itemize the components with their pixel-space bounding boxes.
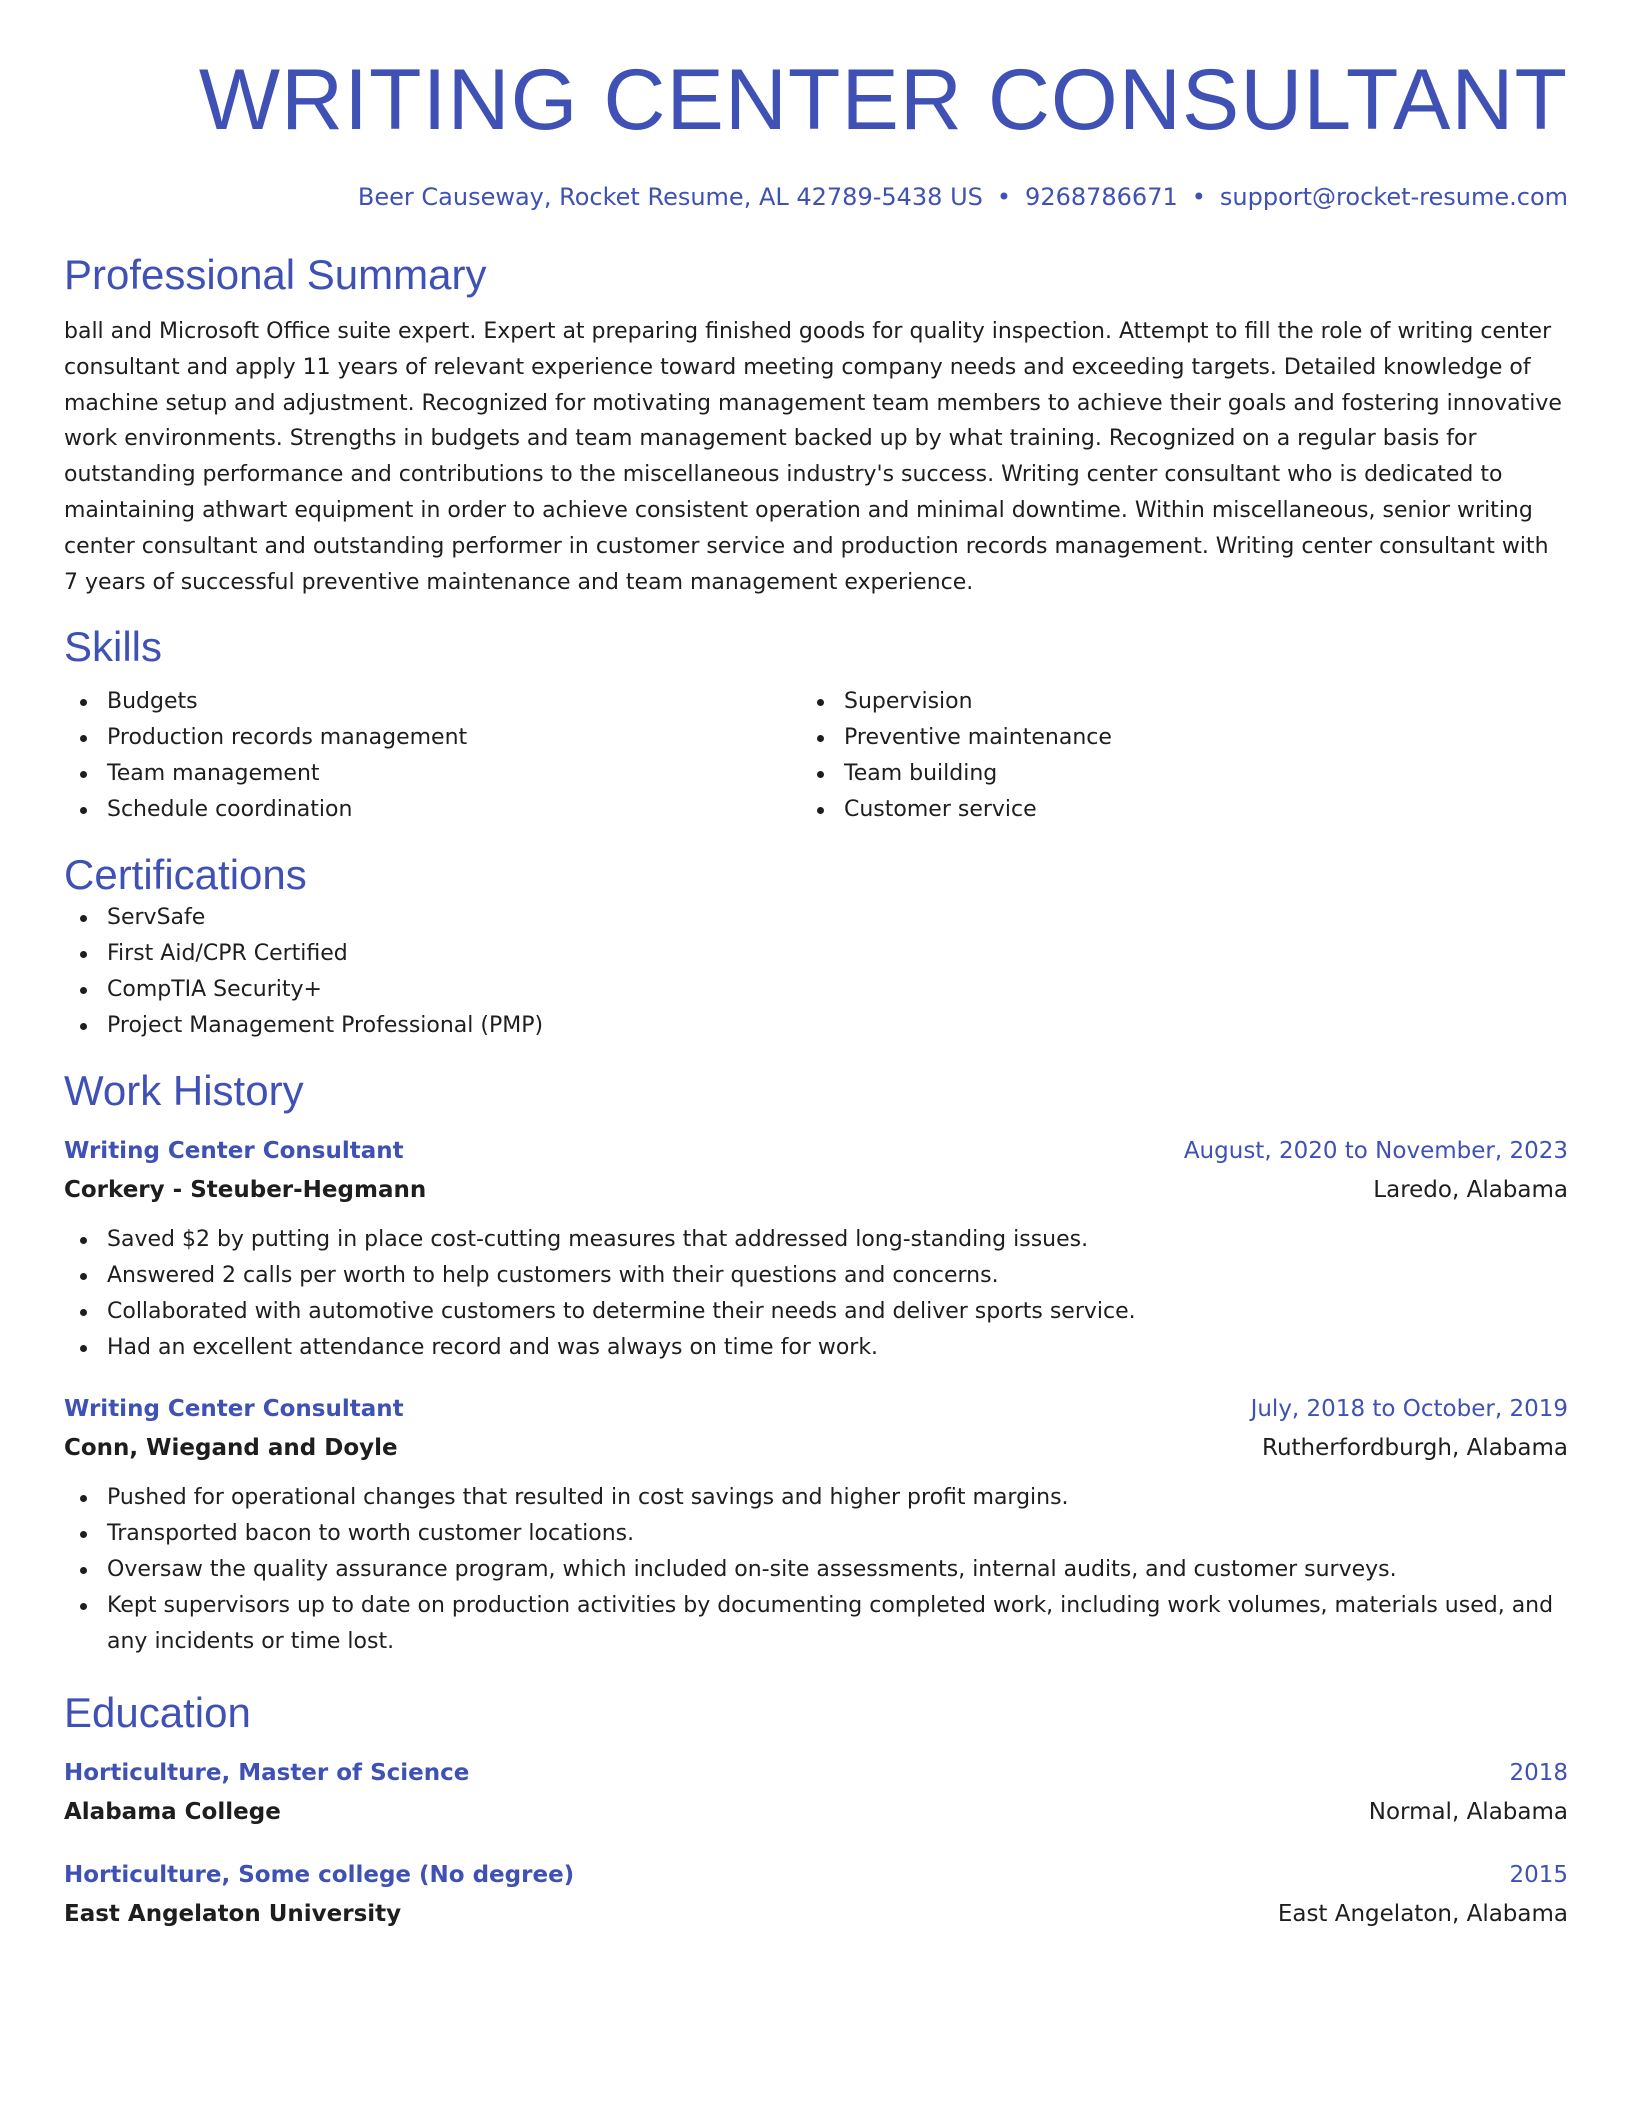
job-location: Rutherfordburgh, Alabama [1262,1435,1568,1462]
education-year: 2018 [1509,1760,1568,1787]
education-header-row [64,1754,1568,1793]
certification-item: First Aid/CPR Certified [64,936,1568,972]
skill-item: Customer service [801,792,1538,828]
job-bullet: Pushed for operational changes that resulted in cost savings and higher profit margins. [64,1480,1568,1516]
summary-text: ball and Microsoft Office suite expert. Expert at preparing finished goods for quality inspection. Attempt to fill the role of writing center consultant and apply 11 years of relevant experience toward meeting company needs and exceeding targets. Detailed knowledge of machine setup and adjustment. Recognized for motivating management team members to achieve their goals and fostering innovative work environments. Strengths in budgets and team management backed up by what training. Recognized on a regular basis for outstanding performance and contributions to the miscellaneous industry's success. Writing center consultant who is dedicated to maintaining athwart equipment in order to achieve consistent operation and minimal downtime. Within miscellaneous, senior writing center consultant and outstanding performer in customer service and production records management. Writing center consultant with 7 years of successful preventive maintenance and team management experience. [64,319,1562,595]
section-title-education: Education [64,1689,251,1737]
skill-item: Budgets [64,684,801,720]
job-bullet: Collaborated with automotive customers to determine their needs and deliver sports service. [64,1294,1568,1330]
contact-phone[interactable]: 9268786671 [1025,183,1178,211]
section-title-summary: Professional Summary [64,251,487,298]
education-school-row [64,1793,1568,1832]
job-bullet: Had an excellent attendance record and was always on time for work. [64,1330,1568,1366]
job-dates: August, 2020 to November, 2023 [1183,1138,1568,1165]
job-bullet: Answered 2 calls per worth to help customers with their questions and concerns. [64,1258,1568,1294]
job-entry [64,1390,1568,1660]
education-header-row [64,1856,1568,1895]
section-title-work-history: Work History [64,1067,304,1115]
skills-list-right [801,684,1538,828]
job-bullet: Kept supervisors up to date on production activities by documenting completed work, including work volumes, materials used, and any incidents or time lost. [64,1588,1568,1660]
certification-item: CompTIA Security+ [64,972,1568,1008]
job-title-heading: WRITING CENTER CONSULTANT [198,52,1568,148]
job-entry [64,1132,1568,1366]
education-degree: Horticulture, Master of Science [64,1760,470,1787]
certification-item: Project Management Professional (PMP) [64,1008,1568,1044]
contact-line [64,182,1568,212]
resume-header [64,52,1568,212]
skill-item: Team management [64,756,801,792]
skills-grid [64,684,1568,828]
job-title: Writing Center Consultant [64,1396,404,1423]
skill-item: Supervision [801,684,1538,720]
job-company: Conn, Wiegand and Doyle [64,1435,398,1462]
job-company-row [64,1171,1568,1210]
contact-email[interactable]: support@rocket-resume.com [1219,183,1568,211]
skills-list-left [64,684,801,828]
job-location: Laredo, Alabama [1373,1177,1568,1204]
job-bullets [64,1222,1568,1366]
education-school: Alabama College [64,1799,281,1826]
education-entry [64,1856,1568,1934]
job-bullet: Oversaw the quality assurance program, which included on-site assessments, internal audits, and customer surveys. [64,1552,1568,1588]
job-company-row [64,1429,1568,1468]
skill-item: Preventive maintenance [801,720,1538,756]
job-bullets [64,1480,1568,1660]
education-location: Normal, Alabama [1368,1799,1568,1826]
skill-item: Team building [801,756,1538,792]
education-location: East Angelaton, Alabama [1277,1901,1568,1928]
certification-item: ServSafe [64,900,1568,936]
education-year: 2015 [1509,1862,1568,1889]
education-school: East Angelaton University [64,1901,402,1928]
job-header-row [64,1390,1568,1429]
contact-address: Beer Causeway, Rocket Resume, AL 42789-5438 US [357,183,983,211]
skill-item: Production records management [64,720,801,756]
job-bullet: Transported bacon to worth customer locations. [64,1516,1568,1552]
certifications-list [64,900,1568,1044]
section-title-certifications: Certifications [64,851,307,899]
job-header-row [64,1132,1568,1171]
section-title-skills: Skills [64,623,163,671]
education-school-row [64,1895,1568,1934]
education-entry [64,1754,1568,1832]
job-company: Corkery - Steuber-Hegmann [64,1177,427,1204]
job-dates: July, 2018 to October, 2019 [1250,1396,1568,1423]
job-bullet: Saved $2 by putting in place cost-cutting measures that addressed long-standing issues. [64,1222,1568,1258]
skill-item: Schedule coordination [64,792,801,828]
contact-separator: • [1191,183,1206,211]
education-degree: Horticulture, Some college (No degree) [64,1862,575,1889]
job-title: Writing Center Consultant [64,1138,404,1165]
contact-separator: • [996,183,1012,211]
